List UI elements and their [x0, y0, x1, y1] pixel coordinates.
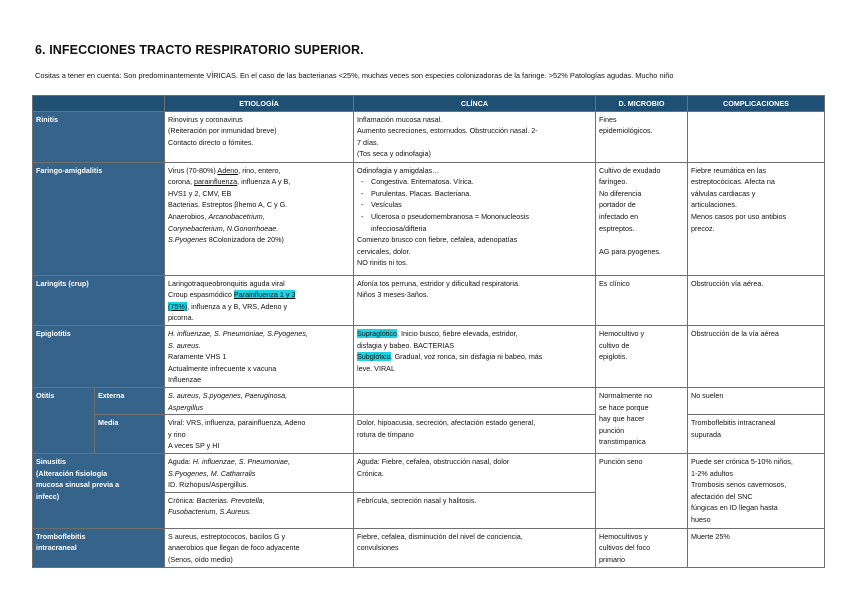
infections-table — [32, 95, 825, 568]
row-rinitis — [33, 111, 825, 162]
epiglotitis-complicaciones: Obstrucción de la vía aérea — [688, 325, 825, 387]
rinitis-etiologia: Rinovirus y coronavirus (Reiteración por inmunidad breve) Contacto directo o fómites. — [165, 111, 354, 162]
label-laringitis: Laringits (crup) — [33, 275, 165, 325]
label-epiglotitis: Epiglotitis — [33, 325, 165, 387]
sinusitis-complicaciones: Puede ser crónica 5-10% niños, 1-2% adultos Trombosis senos cavernosos, afectación del SNC fúngicas en ID llegan hasta hueso — [688, 453, 825, 528]
sinusitis-microbio: Punción seno — [596, 453, 688, 528]
header-complicaciones: COMPLICACIONES — [688, 96, 825, 112]
list-item: - Vesículas — [371, 199, 592, 211]
rinitis-microbio: Fines epidemiológicos. — [596, 111, 688, 162]
trombo-complicaciones: Muerte 25% — [688, 528, 825, 567]
sinusitis-aguda-etiologia: Aguda: H. influenzae, S. Pneumoniae, S.Pyogenes, M. Catharralis ID. Rizhopus/Aspergillus. — [165, 453, 354, 492]
otitis-microbio: Normalmente no se hace porque hay que hacer punción transtimpanica — [596, 387, 688, 453]
sinusitis-cronica-etiologia: Crónica: Bacterias. Prevotella, Fusobacterium, S.Aureus. — [165, 492, 354, 528]
label-faringo: Faringo-amigdalitis — [33, 162, 165, 275]
laringitis-microbio: Es clínico — [596, 275, 688, 325]
row-otitis-externa — [33, 387, 825, 414]
epiglotitis-microbio: Hemocultivo y cultivo de epiglotis. — [596, 325, 688, 387]
row-tromboflebitis — [33, 528, 825, 567]
faringo-microbio: Cultivo de exudado faríngeo. No diferencia portador de infectado en esptreptos. AG para pyogenes. — [596, 162, 688, 275]
otitis-media-clinica: Dolor, hipoacusia, secreción, afectación estado general, rotura de tímpano — [354, 415, 596, 454]
faringo-complicaciones: Fiebre reumática en las estreptocócicas. Afecta na válvulas cardiacas y articulaciones. Menos casos por uso antibios precoz. — [688, 162, 825, 275]
sinusitis-cronica-clinica: Febrícula, secreción nasal y halitosis. — [354, 492, 596, 528]
otitis-externa-etiologia: S. aureus, S.pyogenes, Paeruginosa, Aspergillus — [165, 387, 354, 414]
rinitis-clinica: Inflamación mucosa nasal. Aumento secreciones, estornudos. Obstrucción nasal. 2- 7 días. (Tos seca y odinofagia) — [354, 111, 596, 162]
intro-note: Cositas a tener en cuenta: Son predominantemente VÍRICAS. En el caso de las bacterianas <25%, muchas veces son especies colonizadoras de la faringe. >52% Patologías agudas. Mucho niño — [35, 71, 674, 80]
label-rinitis: Rinitis — [33, 111, 165, 162]
trombo-microbio: Hemocultivos y cultivos del foco primario — [596, 528, 688, 567]
laringitis-complicaciones: Obstrucción vía aérea. — [688, 275, 825, 325]
epiglotitis-clinica: Supraglótico. Inicio busco, fiebre elevada, estridor, disfagia y babeo. BACTERIAS Subglótico. Gradual, voz ronca, sin disfagia ni babeo, más leve. VIRAL — [354, 325, 596, 387]
page-title: 6. INFECCIONES TRACTO RESPIRATORIO SUPERIOR. — [35, 43, 364, 57]
otitis-externa-complicaciones: No suelen — [688, 387, 825, 414]
otitis-externa-clinica — [354, 387, 596, 414]
otitis-media-etiologia: Viral: VRS, influenza, parainfluenza, Adeno y rino A veces SP y HI — [165, 415, 354, 454]
row-laringitis — [33, 275, 825, 325]
list-item: - Purulentas. Placas. Bacteriana. — [371, 188, 592, 200]
header-row — [33, 96, 825, 112]
rinitis-complicaciones — [688, 111, 825, 162]
row-sinusitis-aguda — [33, 453, 825, 492]
trombo-clinica: Fiebre, cefalea, disminución del nivel de conciencia, convulsiones — [354, 528, 596, 567]
faringo-etiologia: Virus (70-80%) Adeno, rino, entero, corona, parainfluenza, influenza A y B, HVS1 y 2, CMV, EB Bacterias. Estreptos βhemo A, C y G. Anaerobios, Arcanobacetrium, Corynebacterium, N.Gonorrhoeae. S.Pyogenes 8Colonizadora de 20%) — [165, 162, 354, 275]
laringitis-clinica: Afonía tos perruna, estridor y dificultad respiratoria. Niños 3 meses-3años. — [354, 275, 596, 325]
label-sinusitis: Sinusitis (Alteración fisiología mucosa sinusal previa a infecc) — [33, 453, 165, 528]
label-otitis: Otitis — [33, 387, 95, 453]
list-item: - Congestiva. Eritematosa. Vírica. — [371, 176, 592, 188]
otitis-media-complicaciones: Tromboflebitis intracraneal supurada — [688, 415, 825, 454]
label-otitis-media: Media — [95, 415, 165, 454]
header-empty — [33, 96, 165, 112]
epiglotitis-etiologia: H. influenzae, S. Pneumoniae, S.Pyogenes, S. aureus. Raramente VHS 1 Actualmente infrecuente x vacuna Influenzae — [165, 325, 354, 387]
label-otitis-externa: Externa — [95, 387, 165, 414]
row-faringo — [33, 162, 825, 275]
faringo-clinica-list — [357, 176, 592, 234]
sinusitis-aguda-clinica: Aguda: Fiebre, cefalea, obstrucción nasal, dolor Crónica. — [354, 453, 596, 492]
trombo-etiologia: S aureus, estreptococos, bacilos G y anaerobios que llegan de foco adyacente (Senos, oído medio) — [165, 528, 354, 567]
row-otitis-media — [33, 415, 825, 454]
header-clinica: CLÍNCA — [354, 96, 596, 112]
header-microbio: D. MICROBIO — [596, 96, 688, 112]
list-item: - Ulcerosa o pseudomembranosa = Mononucleosis infecciosa/difteria — [371, 211, 592, 234]
faringo-clinica: Odinofagia y amigdalas… - Congestiva. Eritematosa. Vírica. - Purulentas. Placas. Bacteriana. - Vesículas - Ulcerosa o pseudomembranosa = Mononucleosis infecciosa/difteria Comienzo brusco con fiebre, cefalea, adenopatías cervicales, dolor. NO rinitis ni tos. — [354, 162, 596, 275]
header-etiologia: ETIOLOGÍA — [165, 96, 354, 112]
label-tromboflebitis: Tromboflebitis intracraneal — [33, 528, 165, 567]
row-epiglotitis — [33, 325, 825, 387]
laringitis-etiologia: Laringotraqueobronquitis aguda viral Croup espasmódico Parainfluenza 1 y 3 (75%), influenza a y B, VRS, Adeno y picorna. — [165, 275, 354, 325]
